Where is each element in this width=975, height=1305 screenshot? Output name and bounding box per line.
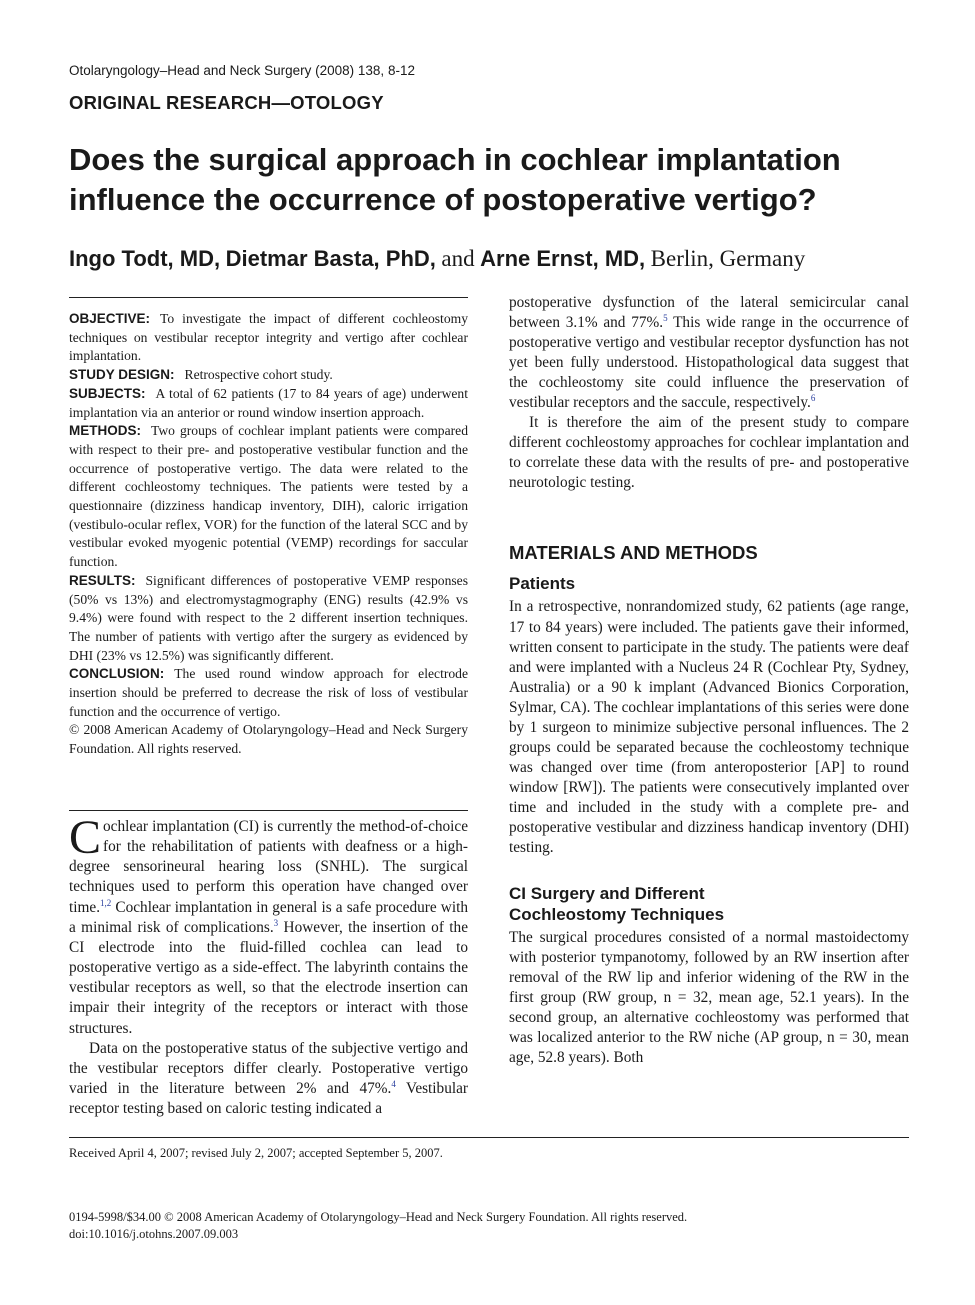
- section-label: ORIGINAL RESEARCH—OTOLOGY: [69, 92, 384, 113]
- body-paragraph: In a retrospective, nonrandomized study, 62 patients (age range, 17 to 84 years) were included. The patients gave their informed, written consent to participate in the study. The patients were deaf and were implanted with a Nucleus 24 R (Cochlear Pty, Sydney, Australia) or a 90 k implant (Advanced Bionics Corporation, Sylmar, CA). The cochlear implantations of this series were done by 1 surgeon to minimize subjective personal influences. The 2 groups could be separated because the cochleostomy technique was changed over time (from anteroposterior [AP] to round window [RW]). The patients were consecutively implanted over time and included in the study with a complete pre- and postoperative vestibular and dizziness handicap inventory (DHI) testing.: [509, 598, 909, 857]
- abstract-text: The used round window approach for electrode insertion should be preferred to decrease the risk of loss of vestibular function and the occurrence of vertigo.: [69, 666, 468, 719]
- abstract-study-design: [69, 366, 468, 385]
- publication-footer: [69, 1209, 687, 1243]
- abstract-bottom-rule: [69, 810, 468, 811]
- intro-paragraph: [69, 1039, 468, 1120]
- abstract: [69, 310, 468, 759]
- footnote-rule: [69, 1137, 909, 1138]
- abstract-methods: [69, 422, 468, 572]
- abstract-copyright: © 2008 American Academy of Otolaryngology–Head and Neck Surgery Foundation. All rights reserved.: [69, 722, 468, 757]
- intro-text: Cochlear implantation in general is a safe procedure with a minimal risk of complications.: [69, 898, 468, 936]
- introduction: [69, 811, 468, 1119]
- article-title: Does the surgical approach in cochlear implantation influence the occurrence of postoperative vertigo?: [69, 142, 841, 217]
- subsection-heading-patients: Patients: [509, 574, 576, 594]
- citation-link[interactable]: 1,2: [100, 897, 112, 908]
- section-heading-methods: MATERIALS AND METHODS: [509, 542, 758, 564]
- abstract-label: RESULTS:: [69, 572, 136, 588]
- abstract-text: Significant differences of postoperative VEMP responses (50% vs 13%) and electromystagmography (ENG) results (42.9% vs 9.4%) were found with respect to the 2 different insertion techniques. The number of patients with vertigo after the surgery as evidenced by DHI (23% vs 12.5%) was significantly different.: [69, 572, 468, 663]
- abstract-label: METHODS:: [69, 423, 141, 439]
- citation-link[interactable]: 6: [810, 393, 816, 404]
- abstract-subjects: [69, 385, 468, 422]
- author-name: Ingo Todt, MD,: [69, 246, 221, 271]
- intro-text: Data on the postoperative status of the subjective vertigo and the vestibular receptors differ clearly. Postoperative vertigo varied in the literature between 2% and 47%.: [69, 1039, 468, 1098]
- subsection-heading-surgery: [509, 883, 909, 925]
- citation-link[interactable]: 5: [663, 312, 668, 323]
- citation-link[interactable]: 3: [273, 917, 279, 928]
- heading-line: CI Surgery and Different: [509, 884, 705, 904]
- citation-link[interactable]: 4: [391, 1078, 396, 1089]
- journal-citation: Otolaryngology–Head and Neck Surgery (2008) 138, 8-12: [69, 63, 415, 78]
- author-location: Berlin, Germany: [650, 246, 806, 271]
- body-paragraph: It is therefore the aim of the present study to compare different cochleostomy approaches for cochlear implantation and to correlate these data with the results of pre- and postoperative neurotologic testing.: [509, 414, 909, 492]
- abstract-objective: [69, 310, 468, 366]
- abstract-text: Retrospective cohort study.: [184, 367, 333, 383]
- heading-line: Cochleostomy Techniques: [509, 905, 725, 925]
- author-name: Arne Ernst, MD,: [480, 246, 646, 271]
- drop-cap: C: [69, 811, 102, 864]
- body-paragraph: The surgical procedures consisted of a normal mastoidectomy with posterior tympanotomy, followed by an RW insertion after removal of the RW lip and inferior widening of the RW in the first group (RW group, n = 32, mean age, 52.1 years). In the second group, an alternative cochleostomy was performed that was localized anterior to the RW niche (AP group, n = 30, mean age, 52.8 years). Both: [509, 929, 909, 1067]
- intro-text: ochlear implantation (CI) is currently the method-of-choice for the rehabilitation of patients with deafness or a high-degree sensorineural hearing loss (SNHL). The surgical techniques used to perform this operation have changed over time.: [69, 818, 468, 916]
- abstract-text: Two groups of cochlear implant patients were compared with respect to their pre- and postoperative vestibular function and the occurrence of postoperative vertigo. The data were related to the different cochleostomy techniques. The patients were tested by a questionnaire (dizziness handicap inventory, DIH), caloric irrigation (vestibulo-ocular reflex, VOR) for the function of the lateral SCC and by vestibular evoked myogenic potential (VEMP) recordings for saccular function.: [69, 423, 468, 570]
- body-text: postoperative dysfunction of the lateral semicircular canal between 3.1% and 77%.: [509, 294, 909, 332]
- abstract-results: [69, 572, 468, 666]
- intro-text: However, the insertion of the CI electrode into the fluid-filled cochlea can lead to postoperative vertigo as a side-effect. The labyrinth contains the vestibular receptors as well, so that the electrode insertion can impair their integrity of the receptors or interact with those structures.: [69, 918, 468, 1037]
- author-name: Dietmar Basta, PhD,: [225, 246, 436, 271]
- abstract-text: A total of 62 patients (17 to 84 years of age) underwent implantation via an anterior or round window insertion approach.: [69, 385, 468, 420]
- intro-text: Vestibular receptor testing based on caloric testing indicated a: [69, 1080, 468, 1118]
- abstract-label: STUDY DESIGN:: [69, 367, 175, 383]
- abstract-label: CONCLUSION:: [69, 666, 165, 682]
- issn-line: 0194-5998/$34.00 © 2008 American Academy of Otolaryngology–Head and Neck Surgery Foundation. All rights reserved.: [69, 1210, 688, 1224]
- abstract-label: SUBJECTS:: [69, 385, 146, 401]
- abstract-conclusion: [69, 665, 468, 721]
- abstract-label: OBJECTIVE:: [69, 311, 151, 326]
- intro-paragraph: [69, 811, 468, 1039]
- abstract-top-rule: [69, 297, 468, 298]
- abstract-text: To investigate the impact of different cochleostomy techniques on vestibular receptor integrity and vertigo after cochlear implantation.: [69, 311, 468, 364]
- right-column: [509, 293, 909, 1068]
- author-conjunction: and: [441, 246, 475, 271]
- doi-line[interactable]: doi:10.1016/j.otohns.2007.09.003: [69, 1227, 239, 1241]
- author-line: [69, 246, 805, 272]
- body-paragraph: [509, 293, 909, 413]
- received-dates: Received April 4, 2007; revised July 2, 2007; accepted September 5, 2007.: [69, 1146, 443, 1160]
- body-text: This wide range in the occurrence of postoperative vertigo and vestibular receptor dysfunction has not yet been fully understood. Histopathological data suggest that the cochleostomy site could influence the preservation of vestibular receptors and the saccule, respectively.: [509, 314, 910, 412]
